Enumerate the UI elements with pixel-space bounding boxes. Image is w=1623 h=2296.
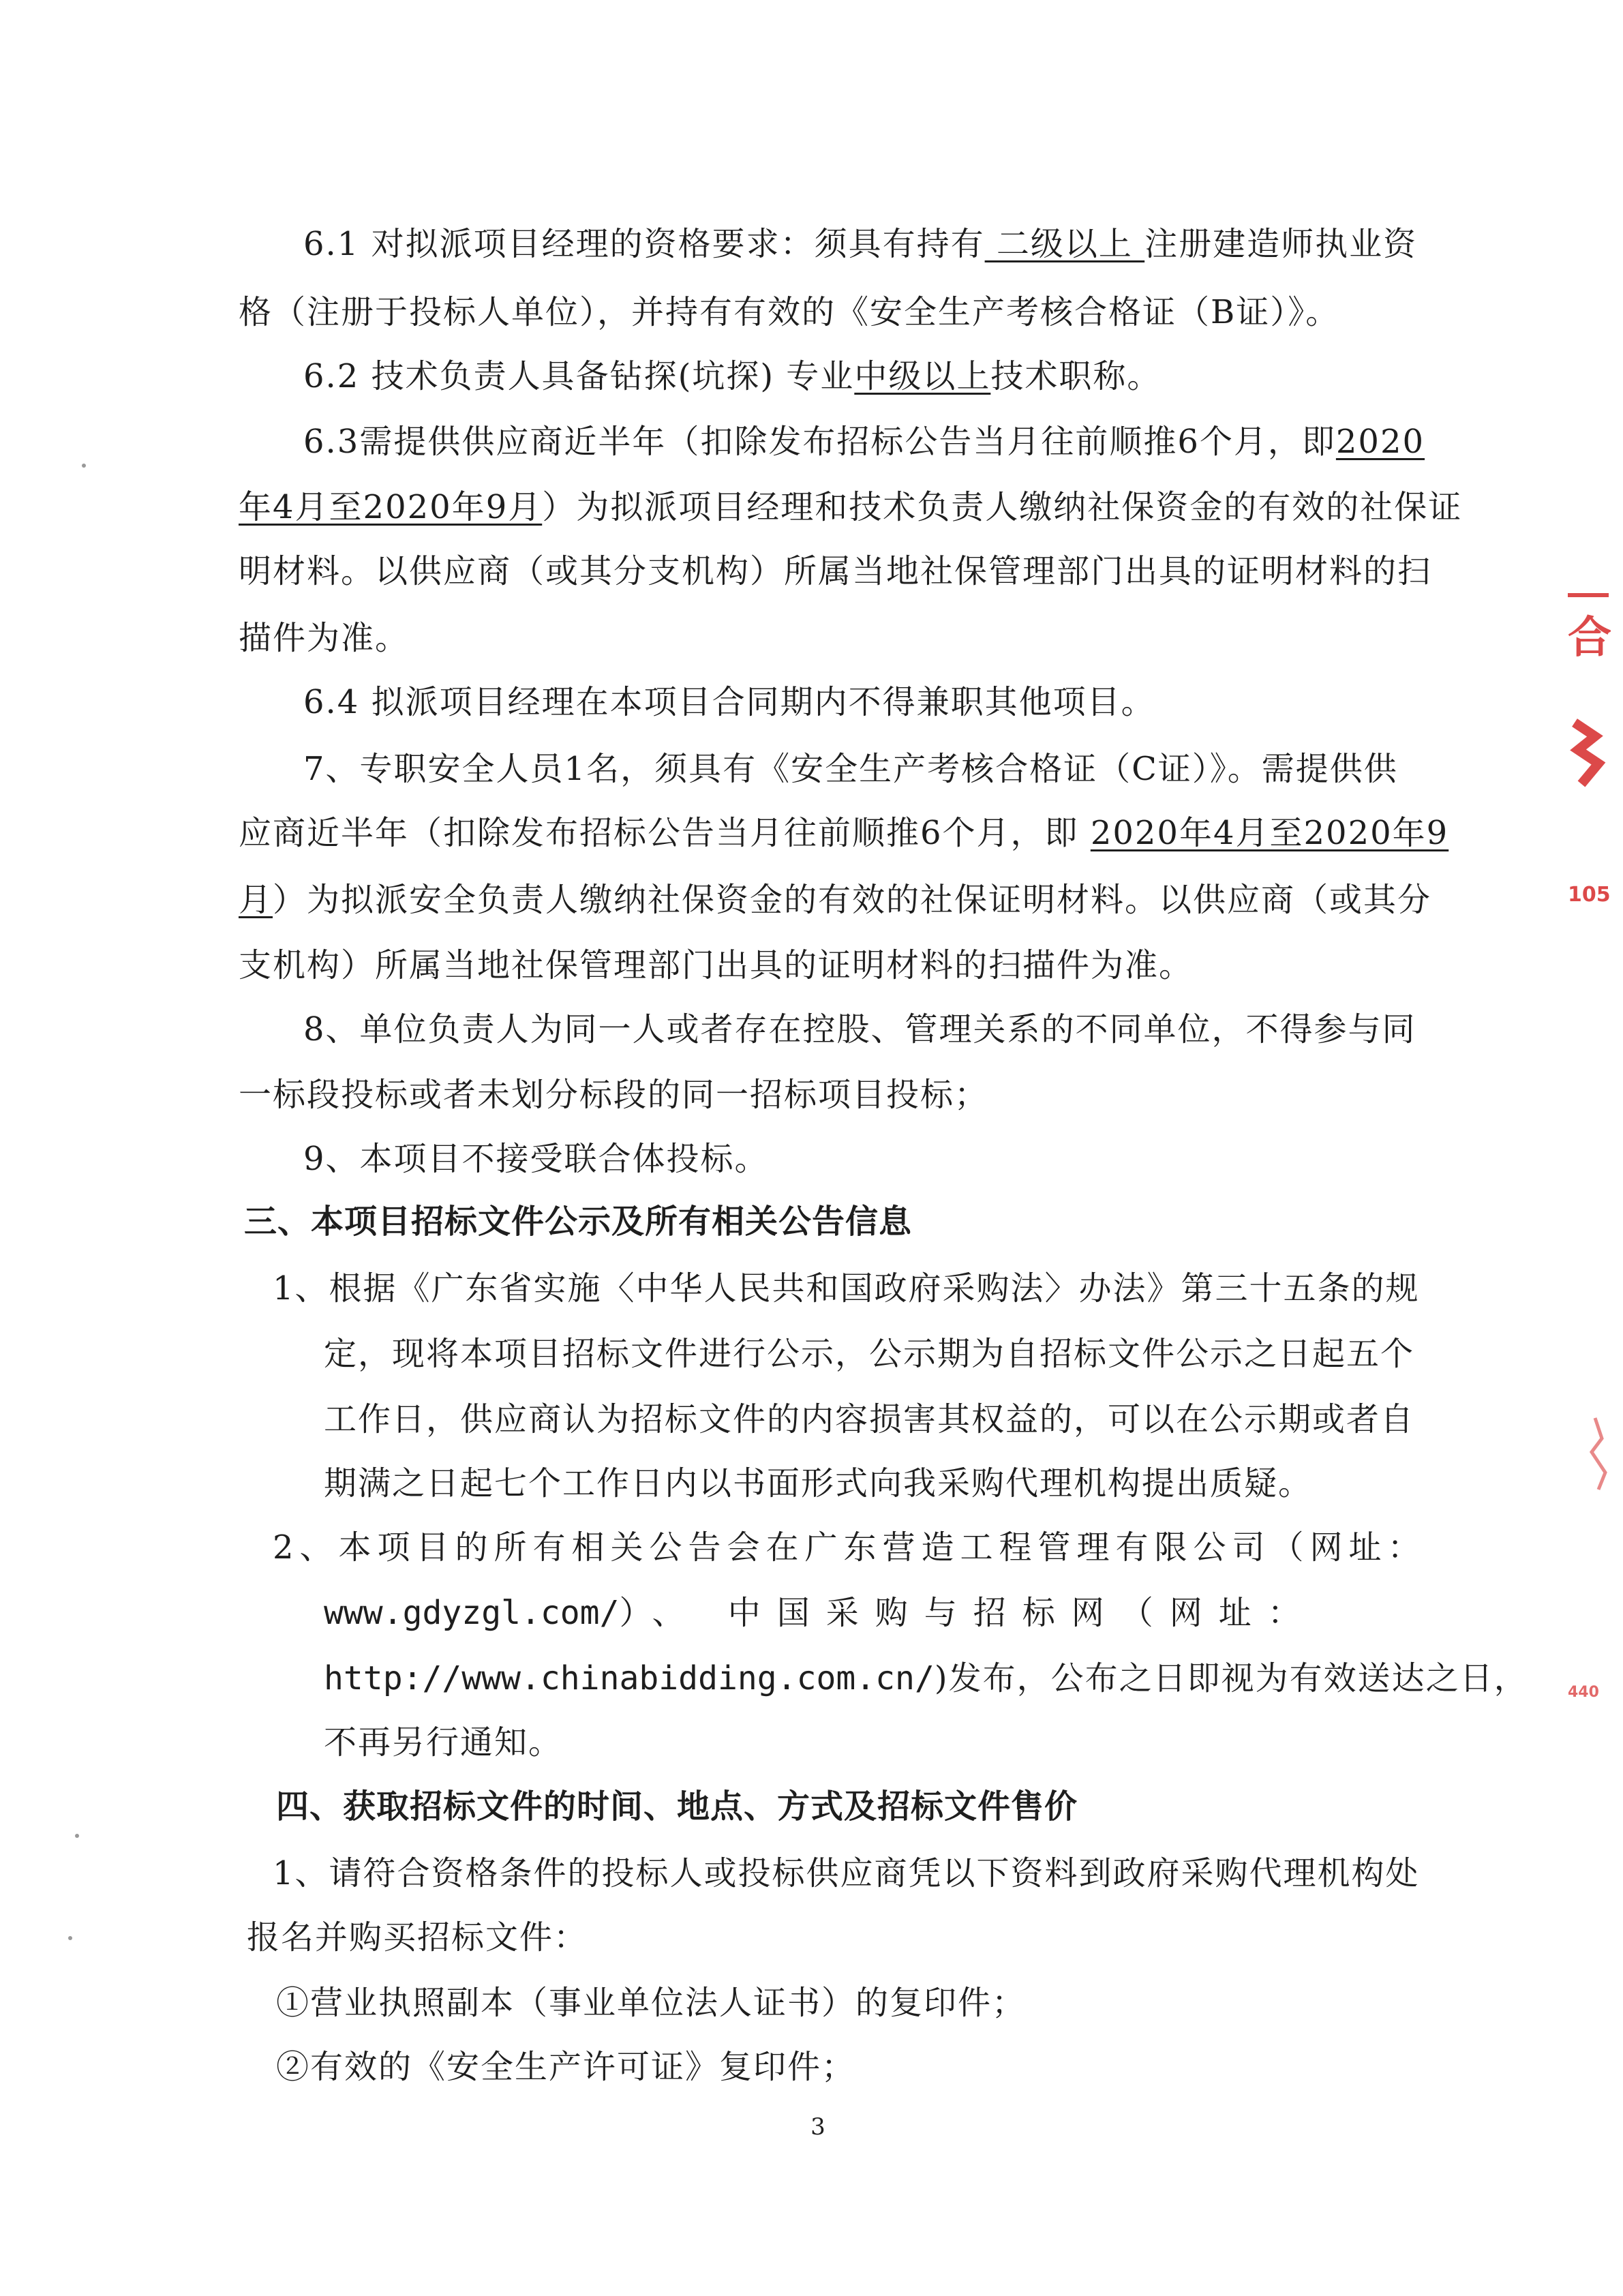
scan-speck — [75, 1834, 79, 1838]
text: 6.3需提供供应商近半年（扣除发布招标公告当月往前顺推6个月，即 — [303, 423, 1336, 461]
page-number: 3 — [810, 2113, 825, 2141]
para-6-1-line-1 — [303, 224, 1442, 265]
underlined-text: 二级以上 — [984, 225, 1145, 263]
website-url[interactable]: www.gdyzgl.com/ — [324, 1594, 620, 1632]
para-6-1-line-2: 格（注册于投标人单位），并持有有效的《安全生产考核合格证（B证）》。 — [239, 293, 1340, 331]
para-6-2 — [303, 356, 1442, 397]
scan-speck — [68, 1936, 72, 1940]
para-7-line-3 — [239, 879, 1432, 920]
para-9: 9、本项目不接受联合体投标。 — [303, 1140, 769, 1178]
seal-shape — [1568, 716, 1609, 791]
section-3-item-1-line-1: 1、根据《广东省实施〈中华人民共和国政府采购法〉办法》第三十五条的规 — [273, 1269, 1420, 1308]
requirement-item-1: ①营业执照副本（事业单位法人证书）的复印件； — [276, 1984, 1027, 2022]
seal-text: 105 — [1568, 883, 1611, 907]
para-7-line-1: 7、专职安全人员1名，须具有《安全生产考核合格证（C证）》。需提供供 — [303, 750, 1398, 788]
text: ）为拟派安全负责人缴纳社保资金的有效的社保证明材料。以供应商（或其分 — [273, 881, 1432, 919]
section-3-item-1-line-4: 期满之日起七个工作日内以书面形式向我采购代理机构提出质疑。 — [324, 1464, 1313, 1502]
para-7-line-4: 支机构）所属当地社保管理部门出具的证明材料的扫描件为准。 — [239, 946, 1194, 984]
text: 应商近半年（扣除发布招标公告当月往前顺推6个月，即 — [239, 814, 1091, 852]
underlined-text: 月 — [239, 881, 273, 919]
seal-fragment — [1568, 593, 1622, 665]
website-url[interactable]: http://www.chinabidding.com.cn/ — [324, 1659, 935, 1697]
section-4-heading: 四、获取招标文件的时间、地点、方式及招标文件售价 — [276, 1787, 1078, 1826]
requirement-item-2: ②有效的《安全生产许可证》复印件； — [276, 2048, 856, 2086]
section-4-item-1-line-1: 1、请符合资格条件的投标人或投标供应商凭以下资料到政府采购代理机构处 — [273, 1854, 1420, 1892]
seal-fragment — [1568, 1684, 1622, 1701]
para-6-3-line-4: 描件为准。 — [239, 619, 410, 657]
section-3-item-1-line-2: 定，现将本项目招标文件进行公示，公示期为自招标文件公示之日起五个 — [324, 1335, 1415, 1373]
seal-stroke — [1568, 593, 1609, 597]
para-7-line-2 — [239, 813, 1449, 854]
underlined-text: 2020年4月至2020年9 — [1090, 814, 1449, 852]
para-8-line-1: 8、单位负责人为同一人或者存在控股、管理关系的不同单位，不得参与同 — [303, 1010, 1416, 1048]
para-8-line-2: 一标段投标或者未划分标段的同一招标项目投标； — [239, 1076, 989, 1114]
seal-fragment — [1568, 883, 1622, 907]
underlined-text: 2020 — [1335, 423, 1425, 461]
text: ）为拟派项目经理和技术负责人缴纳社保资金的有效的社保证 — [542, 488, 1463, 526]
seal-text: 合 — [1568, 613, 1611, 663]
section-4-item-1-line-2: 报名并购买招标文件： — [247, 1918, 588, 1957]
text: )发布，公布之日即视为有效送达之日， — [934, 1659, 1528, 1697]
para-6-3-line-3: 明材料。以供应商（或其分支机构）所属当地社保管理部门出具的证明材料的扫 — [239, 552, 1432, 590]
para-6-3-line-1 — [303, 421, 1442, 462]
seal-text: 440 — [1568, 1684, 1599, 1701]
text: ）、 中国采购与招标网（网址： — [619, 1594, 1317, 1632]
para-6-3-line-2 — [239, 487, 1463, 528]
section-3-item-2-line-3 — [324, 1658, 1528, 1699]
text: 6.1 对拟派项目经理的资格要求：须具有持有 — [303, 225, 985, 263]
seal-mark — [1568, 716, 1622, 794]
scan-speck — [82, 464, 86, 468]
text: 6.2 技术负责人具备钻探(坑探) 专业 — [303, 357, 855, 395]
section-3-item-2-line-1: 2、本项目的所有相关公告会在广东营造工程管理有限公司（网址： — [273, 1528, 1427, 1567]
section-3-item-1-line-3: 工作日，供应商认为招标文件的内容损害其权益的，可以在公示期或者自 — [324, 1400, 1415, 1438]
seal-shape — [1581, 1411, 1616, 1493]
seal-fragment — [1581, 1411, 1623, 1500]
section-3-item-2-line-2 — [324, 1592, 1462, 1633]
para-6-4: 6.4 拟派项目经理在本项目合同期内不得兼职其他项目。 — [303, 683, 1155, 721]
underlined-text: 年4月至2020年9月 — [239, 488, 543, 526]
section-3-heading: 三、本项目招标文件公示及所有相关公告信息 — [244, 1203, 913, 1241]
text: 技术职称。 — [990, 357, 1162, 395]
text: 注册建造师执业资 — [1144, 225, 1418, 263]
underlined-text: 中级以上 — [854, 357, 991, 395]
section-3-item-2-line-4: 不再另行通知。 — [324, 1723, 563, 1762]
